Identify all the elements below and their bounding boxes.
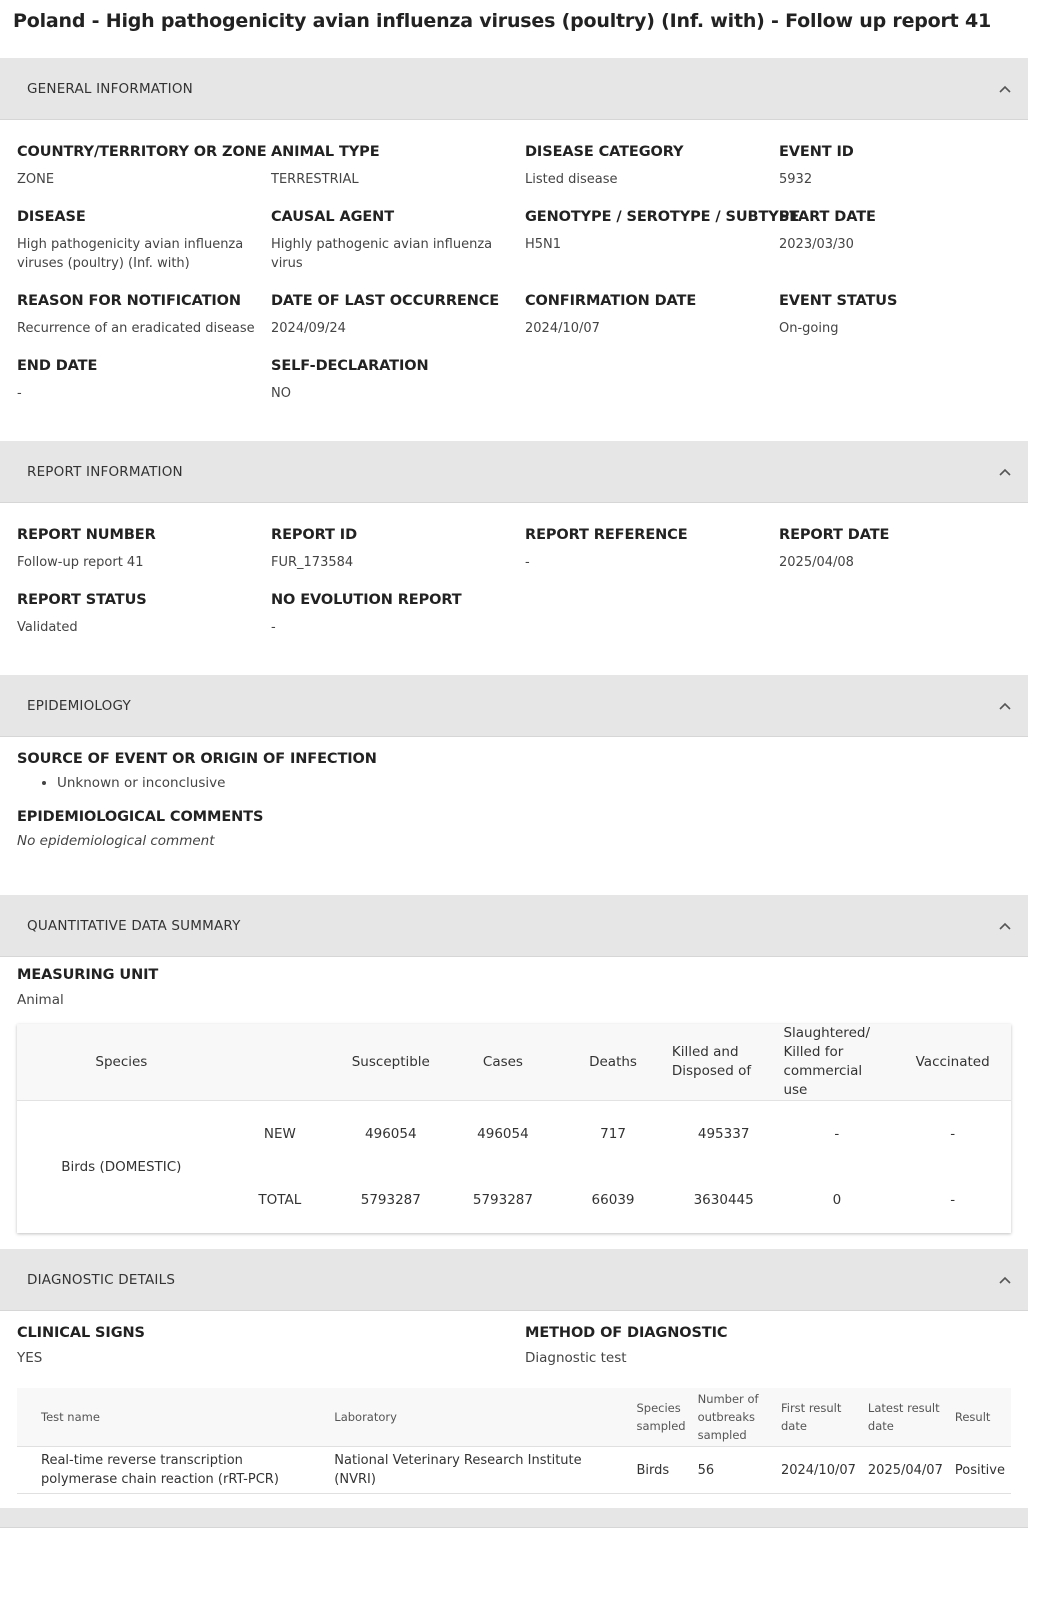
chevron-up-icon[interactable] [998,699,1012,713]
cases-cell: 496054 [448,1101,559,1168]
section-title: REPORT INFORMATION [27,463,183,480]
source-list [17,775,1011,791]
measuring-unit-label: MEASURING UNIT [17,967,159,983]
quantitative-table [17,1024,1011,1233]
column-header: Species [17,1024,226,1101]
field-event-id: EVENT ID 5932 [779,144,854,187]
row-type: NEW [226,1101,334,1168]
comments-label: EPIDEMIOLOGICAL COMMENTS [17,809,264,825]
cases-cell: 5793287 [472,1192,533,1208]
quantitative-data-header[interactable] [0,895,1028,957]
field-causal-agent: CAUSAL AGENT Highly pathogenic avian influenza virus [271,209,493,271]
field-disease-category: DISEASE CATEGORY Listed disease [525,144,684,187]
field-last-occurrence: DATE OF LAST OCCURRENCE 2024/09/24 [271,293,500,336]
column-header: Susceptible [334,1024,448,1101]
column-header: Killed and Disposed of [668,1024,780,1101]
field-genotype: GENOTYPE / SEROTYPE / SUBTYPE H5N1 [525,209,800,252]
report-information-header[interactable] [0,441,1028,503]
section-title: DIAGNOSTIC DETAILS [27,1271,176,1288]
row-type: TOTAL [258,1192,302,1208]
chevron-up-icon[interactable] [998,465,1012,479]
killed-cell: 495337 [668,1101,780,1168]
chevron-up-icon[interactable] [998,82,1012,96]
table-row [17,1447,1011,1494]
species-cell: Birds [630,1447,691,1494]
source-label: SOURCE OF EVENT OR ORIGIN OF INFECTION [17,751,377,767]
field-clinical-signs: CLINICAL SIGNS YES [17,1325,145,1366]
vaccinated-cell: - [950,1192,956,1208]
species-cell: Birds (DOMESTIC) [17,1101,226,1234]
column-header: Vaccinated [894,1024,1011,1101]
column-header: Deaths [558,1024,668,1101]
general-information-header[interactable] [0,58,1028,120]
susceptible-cell: 496054 [334,1101,448,1168]
column-header: First result date [775,1388,862,1447]
field-report-number: REPORT NUMBER Follow-up report 41 [17,527,156,570]
chevron-up-icon[interactable] [998,1273,1012,1287]
general-information-body [0,120,1028,441]
section-title: EPIDEMIOLOGY [27,697,131,714]
outbreaks-cell: 56 [692,1447,775,1494]
table-row [17,1101,1011,1168]
chevron-up-icon[interactable] [998,919,1012,933]
field-event-status: EVENT STATUS On-going [779,293,898,336]
diagnostic-table [17,1388,1011,1494]
deaths-cell: 717 [558,1101,668,1168]
field-report-status: REPORT STATUS Validated [17,592,147,635]
section-title: GENERAL INFORMATION [27,80,193,97]
column-header: Laboratory [328,1388,630,1447]
field-end-date: END DATE - [17,358,98,401]
field-report-date: REPORT DATE 2025/04/08 [779,527,890,570]
field-report-id: REPORT ID FUR_173584 [271,527,358,570]
page-title: Poland - High pathogenicity avian influenza viruses (poultry) (Inf. with) - Follow up report 41 [13,10,992,32]
column-header: Result [949,1388,1011,1447]
column-header: Test name [17,1388,328,1447]
slaughtered-cell: - [779,1101,894,1168]
column-header: Slaughtered/ Killed for commercial use [779,1024,894,1101]
column-header: Cases [448,1024,559,1101]
epidemiology-header[interactable] [0,675,1028,737]
field-self-declaration: SELF-DECLARATION NO [271,358,429,401]
first-result-cell: 2024/10/07 [775,1447,862,1494]
vaccinated-cell: - [894,1101,1011,1168]
column-header: Latest result date [862,1388,949,1447]
deaths-cell: 66039 [591,1192,635,1208]
test-name-cell: Real-time reverse transcription polymerase chain reaction (rRT-PCR) [17,1447,328,1494]
field-animal-type: ANIMAL TYPE TERRESTRIAL [271,144,380,187]
section-title: QUANTITATIVE DATA SUMMARY [27,917,241,934]
field-report-reference: REPORT REFERENCE - [525,527,688,570]
field-method-of-diagnostic: METHOD OF DIAGNOSTIC Diagnostic test [525,1325,728,1366]
comments-value: No epidemiological comment [17,833,215,849]
quantitative-data-body [0,957,1028,1249]
field-reason-notification: REASON FOR NOTIFICATION Recurrence of an eradicated disease [17,293,255,336]
report-information-body [0,503,1028,675]
column-header: Number of outbreaks sampled [692,1388,775,1447]
field-country-zone: COUNTRY/TERRITORY OR ZONE ZONE [17,144,267,187]
killed-cell: 3630445 [693,1192,754,1208]
list-item: • Unknown or inconclusive [57,775,1011,791]
field-no-evolution-report: NO EVOLUTION REPORT - [271,592,462,635]
field-disease: DISEASE High pathogenicity avian influenza viruses (poultry) (Inf. with) [17,209,244,271]
laboratory-cell: National Veterinary Research Institute (NVRI) [328,1447,630,1494]
field-confirmation-date: CONFIRMATION DATE 2024/10/07 [525,293,697,336]
latest-result-cell: 2025/04/07 [862,1447,949,1494]
slaughtered-cell: 0 [832,1192,842,1208]
next-section-header[interactable] [0,1508,1028,1528]
susceptible-cell: 5793287 [360,1192,421,1208]
diagnostic-details-body [0,1311,1028,1508]
field-start-date: START DATE 2023/03/30 [779,209,876,252]
column-header: Species sampled [630,1388,691,1447]
result-cell: Positive [949,1447,1011,1494]
epidemiology-body [0,737,1028,895]
column-header [226,1024,334,1101]
diagnostic-details-header[interactable] [0,1249,1028,1311]
measuring-unit-value: Animal [17,992,64,1008]
